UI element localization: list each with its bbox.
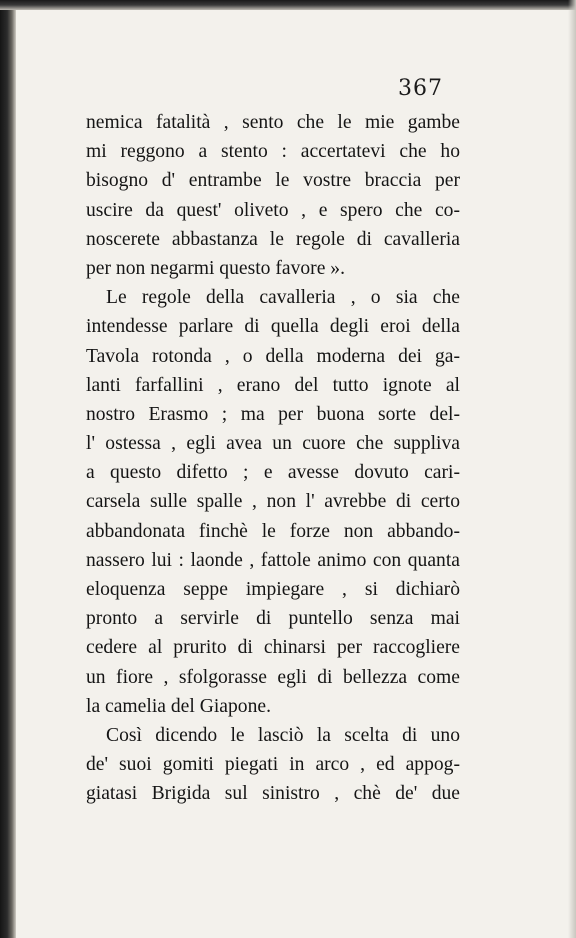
text-line: de' suoi gomiti piegati in arco , ed appog- [86,754,460,776]
text-line: lanti farfallini , erano del tutto ignote al [86,374,460,396]
text-line: Così dicendo le lasciò la scelta di uno [106,724,460,746]
text-line: uscire da quest' oliveto , e spero che co- [86,199,460,221]
text-line: per non negarmi questo favore ». [86,257,345,279]
text-line: bisogno d' entrambe le vostre braccia per [86,170,460,192]
page-number: 367 [398,76,443,101]
text-line: l' ostessa , egli avea un cuore che suppliva [86,433,460,455]
text-line: giatasi Brigida sul sinistro , chè de' due [86,783,460,805]
text-line: nostro Erasmo ; ma per buona sorte del- [86,403,460,425]
text-line: pronto a servirle di puntello senza mai [86,608,460,630]
text-line: cedere al prurito di chinarsi per raccogliere [86,637,460,659]
text-line: noscerete abbastanza le regole di cavalleria [86,228,460,250]
text-line: un fiore , sfolgorasse egli di bellezza come [86,666,460,688]
text-line: la camelia del Giapone. [86,695,271,717]
body-text [86,108,460,809]
text-line: mi reggono a stento : accertatevi che ho [86,141,460,163]
page-right-edge [568,0,576,938]
page-binding-edge [0,0,16,938]
text-line: intendesse parlare di quella degli eroi della [86,316,460,338]
text-line: nassero lui : laonde , fattole animo con quanta [86,549,460,571]
text-line: carsela sulle spalle , non l' avrebbe di certo [86,491,460,513]
text-line: Le regole della cavalleria , o sia che [106,287,460,309]
text-line: eloquenza seppe impiegare , si dichiarò [86,579,460,600]
page-top-edge [0,0,576,10]
text-line: Tavola rotonda , o della moderna dei ga- [86,345,460,367]
text-line: a questo difetto ; e avesse dovuto cari- [86,462,460,484]
text-line: nemica fatalità , sento che le mie gambe [86,112,460,133]
text-line: abbandonata finchè le forze non abbando- [86,520,460,542]
